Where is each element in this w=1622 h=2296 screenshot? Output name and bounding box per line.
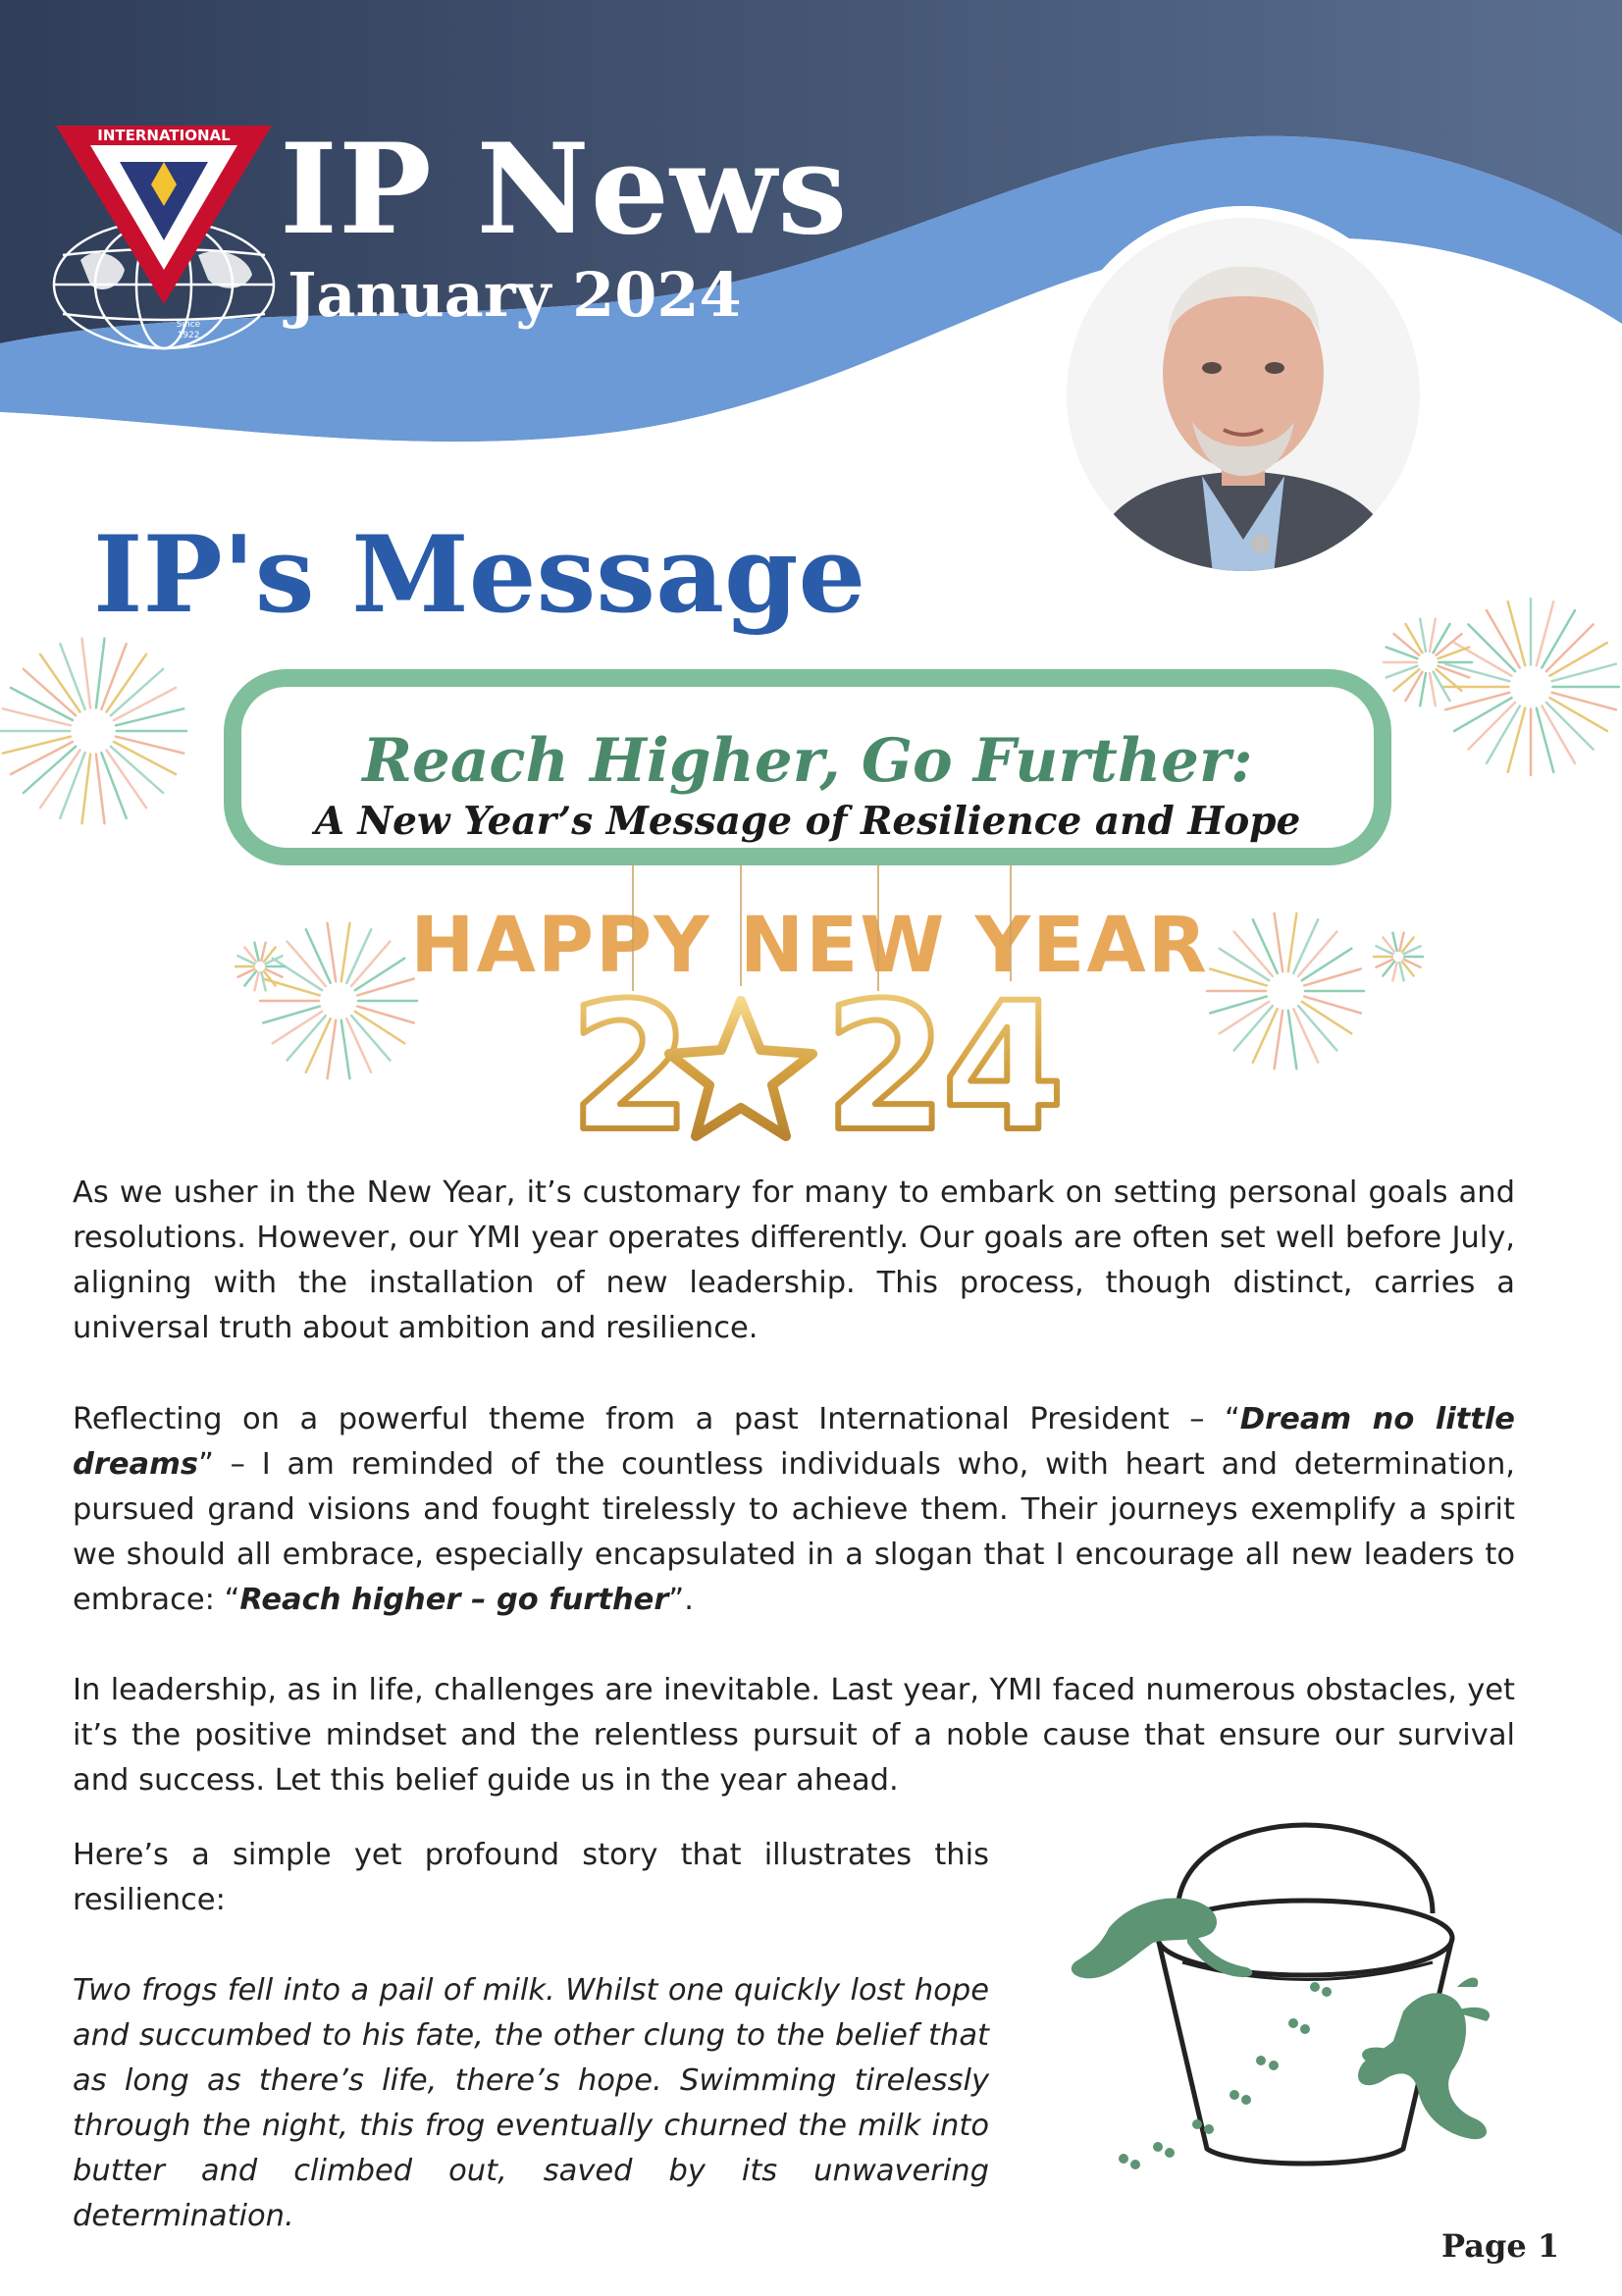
happy-new-year-headline: HAPPY NEW YEAR	[410, 902, 1209, 990]
newsletter-title: IP News	[280, 117, 849, 262]
banner-title: Reach Higher, Go Further:	[362, 726, 1253, 796]
year-digit: 2	[569, 965, 693, 1171]
logo-year: 1922	[177, 331, 200, 340]
article-paragraph: As we usher in the New Year, it’s customary for many to embark on setting personal goals and resolutions. However, our YMI year operates differently. Our goals are often set well before July, aligning with the installation of new leadership. This process, though distinct, carries a universal truth about ambition and resilience.	[73, 1175, 1515, 1345]
footprint-icon	[1119, 1982, 1332, 2169]
article-paragraph: In leadership, as in life, challenges are inevitable. Last year, YMI faced numerous obstacles, yet it’s the positive mindset and the relentless pursuit of a noble cause that ensure our survival and success. Let this belief guide us in the year ahead.	[73, 1673, 1515, 1798]
frog-icon	[1358, 1978, 1490, 2140]
logo-since: Since	[176, 320, 201, 330]
quote-emphasis: Dream no little dreams	[73, 1402, 1515, 1482]
year-digit: 2	[824, 965, 948, 1171]
article-text: ”.	[668, 1583, 694, 1617]
slogan-emphasis: Reach higher – go further	[239, 1583, 669, 1617]
article-paragraph: Here’s a simple yet profound story that illustrates this resilience:	[73, 1838, 989, 1917]
pail-icon	[1158, 1825, 1452, 2164]
frog-icon	[1072, 1898, 1253, 1978]
story-paragraph: Two frogs fell into a pail of milk. Whilst one quickly lost hope and succumbed to his fate, the other clung to the belief that as long as there’s life, there’s hope. Swimming tirelessly through the night, this frog eventually churned the milk into butter and climbed out, saved by its unwavering determination.	[73, 1973, 989, 2233]
milk-pail-with-frogs-illustration	[1020, 1776, 1531, 2188]
section-heading: IP's Message	[93, 513, 866, 637]
article-text: ” – I am reminded of the countless individuals who, with heart and determination, pursued grand visions and fought tirelessly to achieve them. Their journeys exemplify a spirit we should all embrace, especially encapsulated in a slogan that I encourage all new leaders to embrace: “	[73, 1447, 1515, 1617]
page-number: Page 1	[1441, 2227, 1560, 2265]
article-text: Reflecting on a powerful theme from a past International President – “	[73, 1402, 1240, 1436]
newsletter-issue-date: January 2024	[288, 259, 742, 331]
logo-label: INTERNATIONAL	[97, 127, 231, 144]
year-digit: 4	[942, 965, 1066, 1171]
banner-subtitle: A New Year’s Message of Resilience and Hope	[314, 799, 1301, 844]
article-paragraph	[73, 1397, 1515, 1623]
